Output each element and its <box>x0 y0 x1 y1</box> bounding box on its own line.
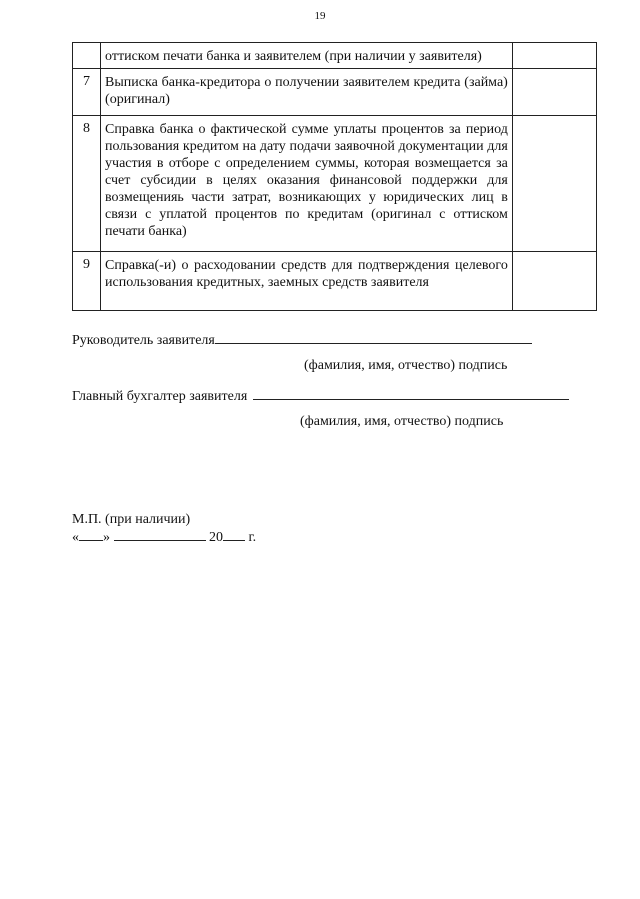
accountant-signature-field[interactable] <box>253 387 569 400</box>
year-prefix: 20 <box>209 530 223 545</box>
accountant-caption: (фамилия, имя, отчество) подпись <box>300 414 504 429</box>
date-open-quote: « <box>72 530 79 545</box>
day-field[interactable] <box>79 528 103 541</box>
year-field[interactable] <box>223 528 245 541</box>
row-description: Выписка банка-кредитора о получении заявителем кредита (займа) (оригинал) <box>101 69 513 116</box>
date-line <box>72 528 256 546</box>
month-field[interactable] <box>114 528 206 541</box>
row-number: 7 <box>73 69 101 116</box>
date-close-quote: » <box>103 530 110 545</box>
head-caption: (фамилия, имя, отчество) подпись <box>304 358 508 373</box>
row-number: 9 <box>73 252 101 311</box>
row-description: оттиском печати банка и заявителем (при наличии у заявителя) <box>101 43 513 69</box>
year-suffix: г. <box>248 530 257 545</box>
table-row <box>73 116 597 252</box>
row-note <box>512 252 596 311</box>
row-description: Справка(-и) о расходовании средств для подтверждения целевого использования кредитных, заемных средств заявителя <box>101 252 513 311</box>
row-note <box>512 116 596 252</box>
head-signature-line <box>72 331 532 349</box>
row-note <box>512 69 596 116</box>
table-row <box>73 69 597 116</box>
table-row <box>73 252 597 311</box>
row-number <box>73 43 101 69</box>
head-label: Руководитель заявителя <box>72 333 215 348</box>
row-number: 8 <box>73 116 101 252</box>
stamp-label: М.П. (при наличии) <box>72 512 191 527</box>
row-description: Справка банка о фактической сумме уплаты процентов за период пользования кредитом на дату подачи заявочной документации для участия в отборе с определением суммы, которая возмещается за счет субсидии в целях оказания финансовой поддержки для возмещенияь части затрат, возникающих у юридических лиц в связи с уплатой процентов по кредитам (оригинал с оттиском печати банка) <box>101 116 513 252</box>
documents-table <box>72 42 597 311</box>
table-row <box>73 43 597 69</box>
page-number: 19 <box>314 10 326 22</box>
accountant-label: Главный бухгалтер заявителя <box>72 389 248 404</box>
head-signature-field[interactable] <box>215 331 532 344</box>
accountant-signature-line <box>72 387 569 405</box>
row-note <box>512 43 596 69</box>
